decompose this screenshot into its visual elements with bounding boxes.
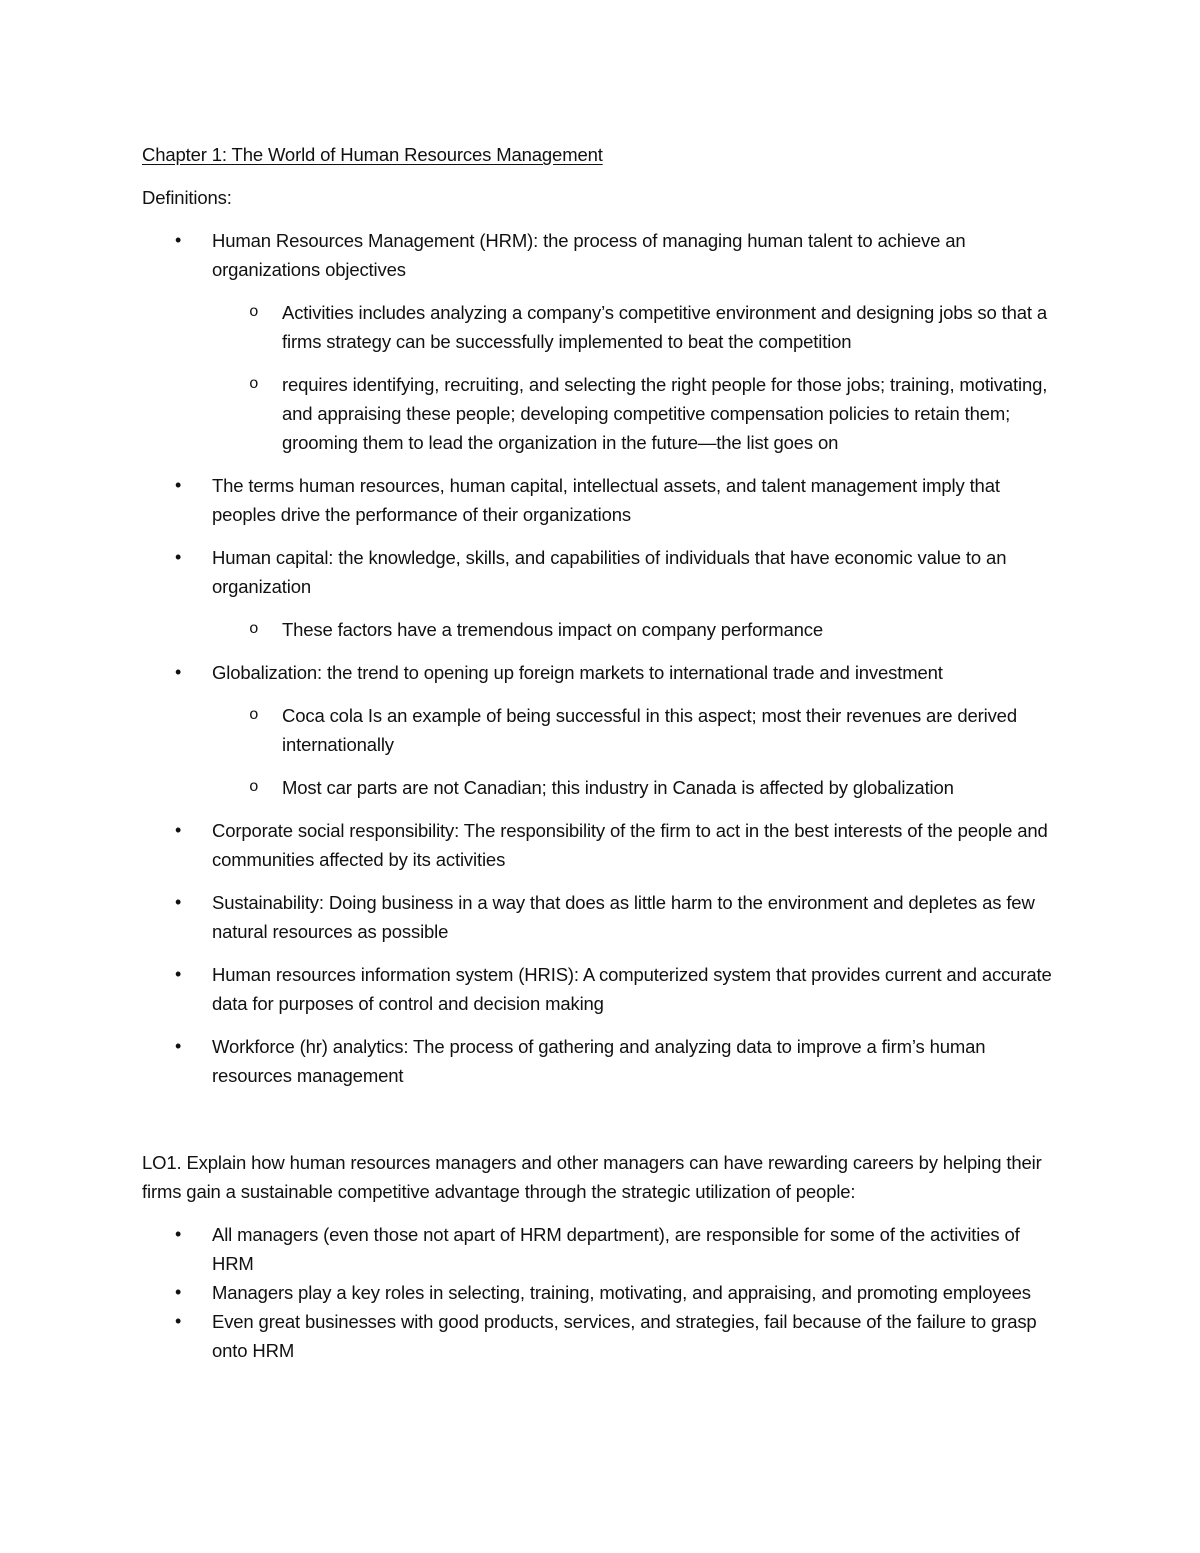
- definition-text: Sustainability: Doing business in a way that does as little harm to the environment and depletes as few natural resources as possible: [212, 892, 1035, 942]
- section-spacer: [142, 1104, 1062, 1148]
- sub-bullet-icon: o: [249, 706, 259, 724]
- sub-bullet-icon: o: [249, 375, 259, 393]
- sub-item-text: Activities includes analyzing a company’s competitive environment and designing jobs so that a firms strategy can be successfully implemented to beat the competition: [282, 302, 1048, 352]
- lo1-item: [142, 1220, 1062, 1278]
- definition-text: Corporate social responsibility: The responsibility of the firm to act in the best interests of the people and communities affected by its activities: [212, 820, 1048, 870]
- lo1-heading: LO1. Explain how human resources managers and other managers can have rewarding careers by helping their firms gain a sustainable competitive advantage through the strategic utilization of people:: [142, 1152, 1042, 1202]
- bullet-icon: •: [175, 475, 182, 495]
- definition-item: [142, 888, 1062, 946]
- sub-item-text: These factors have a tremendous impact on company performance: [282, 619, 823, 640]
- definitions-list: [142, 226, 1062, 1090]
- lo1-item: [142, 1307, 1062, 1365]
- definition-item: [142, 226, 1062, 457]
- lo1-item: [142, 1278, 1062, 1307]
- sub-item: [212, 701, 1062, 759]
- document-body: [142, 140, 1062, 1365]
- sub-bullet-icon: o: [249, 303, 259, 321]
- sub-bullet-icon: o: [249, 778, 259, 796]
- bullet-icon: •: [175, 547, 182, 567]
- bullet-icon: •: [175, 964, 182, 984]
- definition-text: The terms human resources, human capital, intellectual assets, and talent management imply that peoples drive the performance of their organizations: [212, 475, 1000, 525]
- sub-bullet-icon: o: [249, 620, 259, 638]
- sub-item: [212, 615, 1062, 644]
- bullet-icon: •: [175, 1224, 182, 1244]
- sub-item-text: Most car parts are not Canadian; this industry in Canada is affected by globalization: [282, 777, 954, 798]
- sub-item: [212, 370, 1062, 457]
- lo1-item-text: All managers (even those not apart of HRM department), are responsible for some of the activities of HRM: [212, 1224, 1020, 1274]
- definition-item: [142, 960, 1062, 1018]
- sub-list: [212, 701, 1062, 802]
- bullet-icon: •: [175, 820, 182, 840]
- definition-item: [142, 816, 1062, 874]
- definition-item: [142, 1032, 1062, 1090]
- definition-text: Human Resources Management (HRM): the process of managing human talent to achieve an organizations objectives: [212, 230, 966, 280]
- bullet-icon: •: [175, 662, 182, 682]
- definition-text: Human capital: the knowledge, skills, and capabilities of individuals that have economic value to an organization: [212, 547, 1007, 597]
- definition-item: [142, 471, 1062, 529]
- chapter-title: Chapter 1: The World of Human Resources Management: [142, 144, 603, 165]
- sub-item-text: Coca cola Is an example of being successful in this aspect; most their revenues are derived internationally: [282, 705, 1017, 755]
- bullet-icon: •: [175, 1282, 182, 1302]
- definition-item: [142, 543, 1062, 644]
- lo1-list: [142, 1220, 1062, 1365]
- sub-list: [212, 298, 1062, 457]
- lo1-item-text: Even great businesses with good products, services, and strategies, fail because of the failure to grasp onto HRM: [212, 1311, 1037, 1361]
- bullet-icon: •: [175, 1311, 182, 1331]
- sub-item: [212, 773, 1062, 802]
- sub-item: [212, 298, 1062, 356]
- lo1-item-text: Managers play a key roles in selecting, training, motivating, and appraising, and promoting employees: [212, 1282, 1031, 1303]
- sub-list: [212, 615, 1062, 644]
- bullet-icon: •: [175, 230, 182, 250]
- bullet-icon: •: [175, 892, 182, 912]
- sub-item-text: requires identifying, recruiting, and selecting the right people for those jobs; training, motivating, and appraising these people; developing competitive compensation policies to retain them; grooming them to lead the organization in the future—the list goes on: [282, 374, 1048, 453]
- definition-text: Workforce (hr) analytics: The process of gathering and analyzing data to improve a firm’s human resources management: [212, 1036, 986, 1086]
- definitions-heading: Definitions:: [142, 187, 232, 208]
- bullet-icon: •: [175, 1036, 182, 1056]
- definition-text: Globalization: the trend to opening up foreign markets to international trade and investment: [212, 662, 943, 683]
- definition-item: [142, 658, 1062, 802]
- definition-text: Human resources information system (HRIS): A computerized system that provides current and accurate data for purposes of control and decision making: [212, 964, 1052, 1014]
